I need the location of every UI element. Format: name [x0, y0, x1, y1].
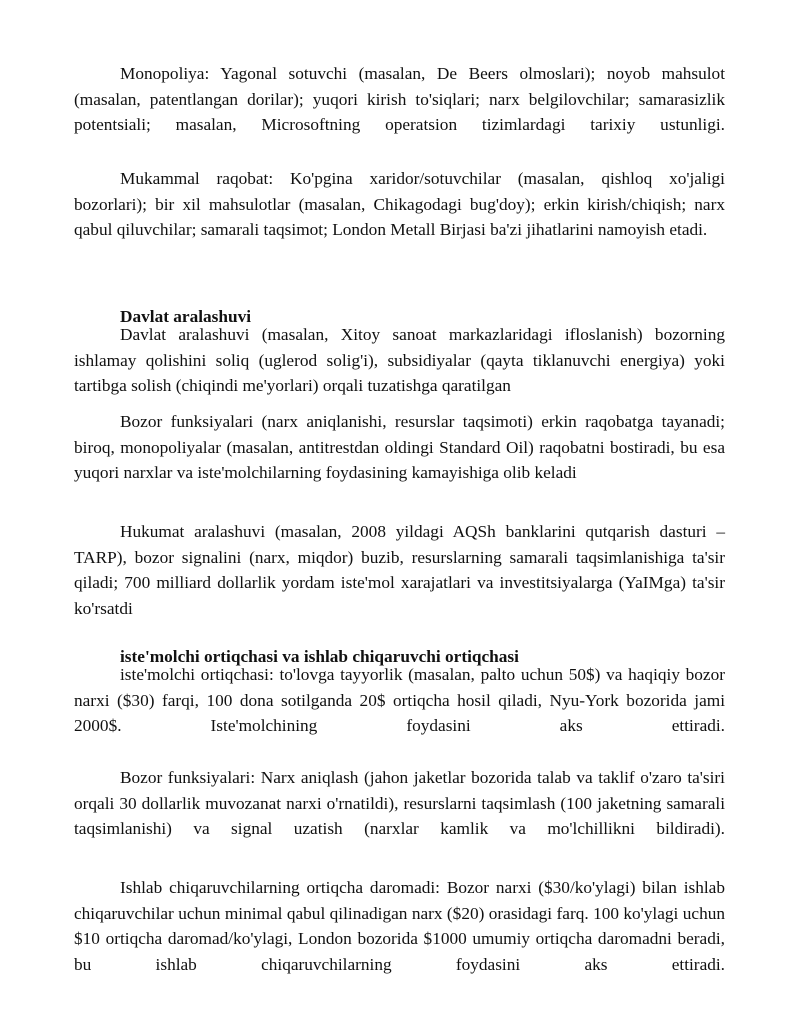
paragraph-perfect-competition: Mukammal raqobat: Ko'pgina xaridor/sotuvchilar (masalan, qishloq xo'jaligi bozorlari); bir xil mahsulotlar (masalan, Chikagodagi bug'doy); erkin kirish/chiqish; narx qabul qiluvchilar; samarali taqsimot; London Metall Birjasi ba'zi jihatlarini namoyish etadi.: [74, 169, 725, 240]
section-heading-surplus: iste'molchi ortiqchasi va ishlab chiqaruvchi ortiqchasi: [120, 647, 519, 666]
paragraph-monopoly: Monopoliya: Yagonal sotuvchi (masalan, De Beers olmoslari); noyob mahsulot (masalan, patentlangan dorilar); yuqori kirish to'siqlari; narx belgilovchilar; samarasizlik potentsiali; masalan, Microsoftning operatsion tizimlardagi tarixiy ustunligi.: [74, 64, 725, 135]
section-heading-government: Davlat aralashuvi: [120, 307, 252, 326]
paragraph-government-intervention: Davlat aralashuvi (masalan, Xitoy sanoat markazlaridagi ifloslanish) bozorning ishlamay qolishini soliq (uglerod solig'i), subsidiyalar (qayta tiklanuvchi energiya) yoki tartibga solish (chiqindi me'yorlari) orqali tuzatishga qaratilgan: [74, 325, 725, 396]
paragraph-producer-surplus: Ishlab chiqaruvchilarning ortiqcha daromadi: Bozor narxi ($30/ko'ylagi) bilan ishlab chiqaruvchilar uchun minimal qabul qilinadigan narx ($20) orasidagi farq. 100 ko'ylagi uchun $10 ortiqcha daromad/ko'ylagi, London bozorida $1000 umumiy ortiqcha daromadni beradi, bu ishlab chiqaruvchilarning foydasini aks ettiradi.: [74, 878, 725, 974]
paragraph-tarp-intervention: Hukumat aralashuvi (masalan, 2008 yildagi AQSh banklarini qutqarish dasturi – TARP), bozor signalini (narx, miqdor) buzib, resurslarning samarali taqsimlanishiga ta'sir qiladi; 700 milliard dollarlik yordam iste'mol xarajatlari va investitsiyalarga (YaIMga) ta'sir ko'rsatdi: [74, 522, 725, 618]
paragraph-consumer-surplus: iste'molchi ortiqchasi: to'lovga tayyorlik (masalan, palto uchun 50$) va haqiqiy bozor narxi ($30) farqi, 100 dona sotilganda 20$ ortiqcha hosil qiladi, Nyu-York bozorida jami 2000$. Iste'molchining foydasini aks ettiradi.: [74, 665, 725, 736]
paragraph-market-functions-jackets: Bozor funksiyalari: Narx aniqlash (jahon jaketlar bozorida talab va taklif o'zaro ta'siri orqali 30 dollarlik muvozanat narxi o'rnatildi), resurslarni taqsimlash (100 jaketning samarali taqsimlanishi) va signal uzatish (narxlar kamlik va mo'lchillikni bildiradi).: [74, 768, 725, 839]
paragraph-market-functions-competition: Bozor funksiyalari (narx aniqlanishi, resurslar taqsimoti) erkin raqobatga tayanadi; biroq, monopoliyalar (masalan, antitrestdan oldingi Standard Oil) raqobatni bostiradi, bu esa yuqori narxlar va iste'molchilarning foydasining kamayishiga olib keladi: [74, 412, 725, 483]
